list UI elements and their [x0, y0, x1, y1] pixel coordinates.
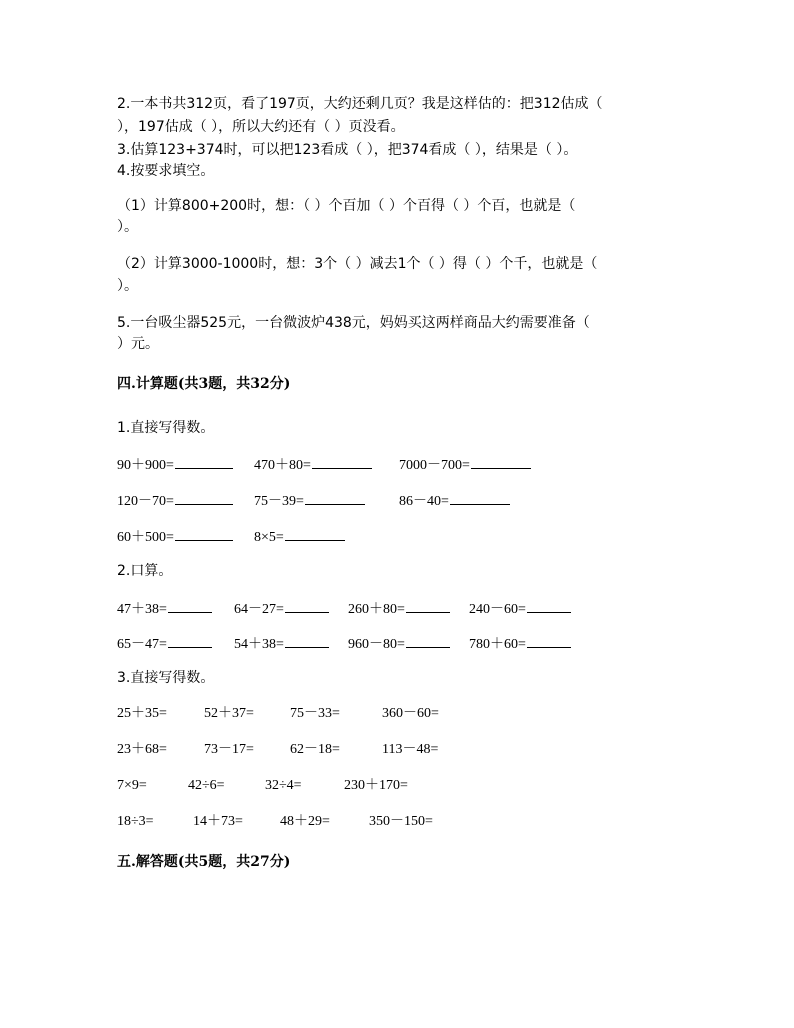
p2-r1-c3: 780＋60=: [469, 633, 571, 655]
q5-line1: 5.一台吸尘器525元，一台微波炉438元，妈妈买这两样商品大约需要准备（: [117, 315, 590, 331]
p3-r2-c1: 42÷6=: [188, 778, 225, 793]
q4-1-line2: ）。: [117, 219, 138, 235]
p1-r2-c1: 8×5=: [254, 526, 345, 548]
q2-line1: 2.一本书共312页，看了197页，大约还剩几页？我是这样估的：把312估成（: [117, 96, 603, 112]
q4-2-line2: ）。: [117, 278, 138, 294]
p3-r2-c3: 230＋170=: [344, 778, 408, 793]
p1-r1-c1: 75－39=: [254, 490, 365, 512]
q4-2-line1: （2）计算3000-1000时，想：3个（ ）减去1个（ ）得（ ）个千，也就是（: [117, 256, 598, 272]
p3-r0-c1: 52＋37=: [204, 706, 254, 721]
p3-r1-c3: 113－48=: [382, 742, 439, 757]
answer-blank[interactable]: [285, 633, 329, 648]
answer-blank[interactable]: [450, 490, 510, 505]
p2-r1-c0: 65－47=: [117, 633, 212, 655]
p1-r2-c0: 60＋500=: [117, 526, 233, 548]
p3-title: 3.直接写得数。: [117, 670, 215, 686]
p3-r0-c0: 25＋35=: [117, 706, 167, 721]
answer-blank[interactable]: [285, 598, 329, 613]
answer-blank[interactable]: [168, 633, 212, 648]
p1-r0-c0: 90＋900=: [117, 454, 233, 476]
p1-r1-c2: 86－40=: [399, 490, 510, 512]
answer-blank[interactable]: [406, 598, 450, 613]
p2-r1-c2: 960－80=: [348, 633, 450, 655]
q4-text: 4.按要求填空。: [117, 163, 215, 179]
p1-r0-c1: 470＋80=: [254, 454, 372, 476]
p2-title: 2.口算。: [117, 563, 173, 579]
answer-blank[interactable]: [168, 598, 212, 613]
p2-r0-c2: 260＋80=: [348, 598, 450, 620]
q4-1-line1: （1）计算800+200时，想：（ ）个百加（ ）个百得（ ）个百，也就是（: [117, 198, 576, 214]
p3-r0-c3: 360－60=: [382, 706, 439, 721]
p3-r1-c2: 62－18=: [290, 742, 340, 757]
answer-blank[interactable]: [285, 526, 345, 541]
answer-blank[interactable]: [175, 490, 233, 505]
p3-r3-c0: 18÷3=: [117, 814, 154, 829]
p3-r3-c2: 48＋29=: [280, 814, 330, 829]
section4-heading: 四.计算题(共3题，共32分): [117, 376, 291, 392]
p1-r0-c2: 7000－700=: [399, 454, 531, 476]
answer-blank[interactable]: [527, 633, 571, 648]
p1-r1-c0: 120－70=: [117, 490, 233, 512]
q5-line2: ）元。: [117, 336, 159, 352]
p3-r1-c1: 73－17=: [204, 742, 254, 757]
answer-blank[interactable]: [175, 454, 233, 469]
answer-blank[interactable]: [471, 454, 531, 469]
section5-heading: 五.解答题(共5题，共27分): [117, 854, 291, 870]
p1-title: 1.直接写得数。: [117, 420, 215, 436]
answer-blank[interactable]: [175, 526, 233, 541]
answer-blank[interactable]: [312, 454, 372, 469]
p2-r0-c1: 64－27=: [234, 598, 329, 620]
p3-r3-c1: 14＋73=: [193, 814, 243, 829]
p3-r3-c3: 350－150=: [369, 814, 433, 829]
q2-line2: ），197估成（ ），所以大约还有（ ）页没看。: [117, 119, 405, 135]
p2-r0-c3: 240－60=: [469, 598, 571, 620]
q3-text: 3.估算123+374时，可以把123看成（ ），把374看成（ ），结果是（ ）。: [117, 142, 578, 158]
p2-r0-c0: 47＋38=: [117, 598, 212, 620]
p3-r2-c0: 7×9=: [117, 778, 147, 793]
answer-blank[interactable]: [527, 598, 571, 613]
p3-r1-c0: 23＋68=: [117, 742, 167, 757]
p3-r2-c2: 32÷4=: [265, 778, 302, 793]
answer-blank[interactable]: [305, 490, 365, 505]
p2-r1-c1: 54＋38=: [234, 633, 329, 655]
answer-blank[interactable]: [406, 633, 450, 648]
p3-r0-c2: 75－33=: [290, 706, 340, 721]
